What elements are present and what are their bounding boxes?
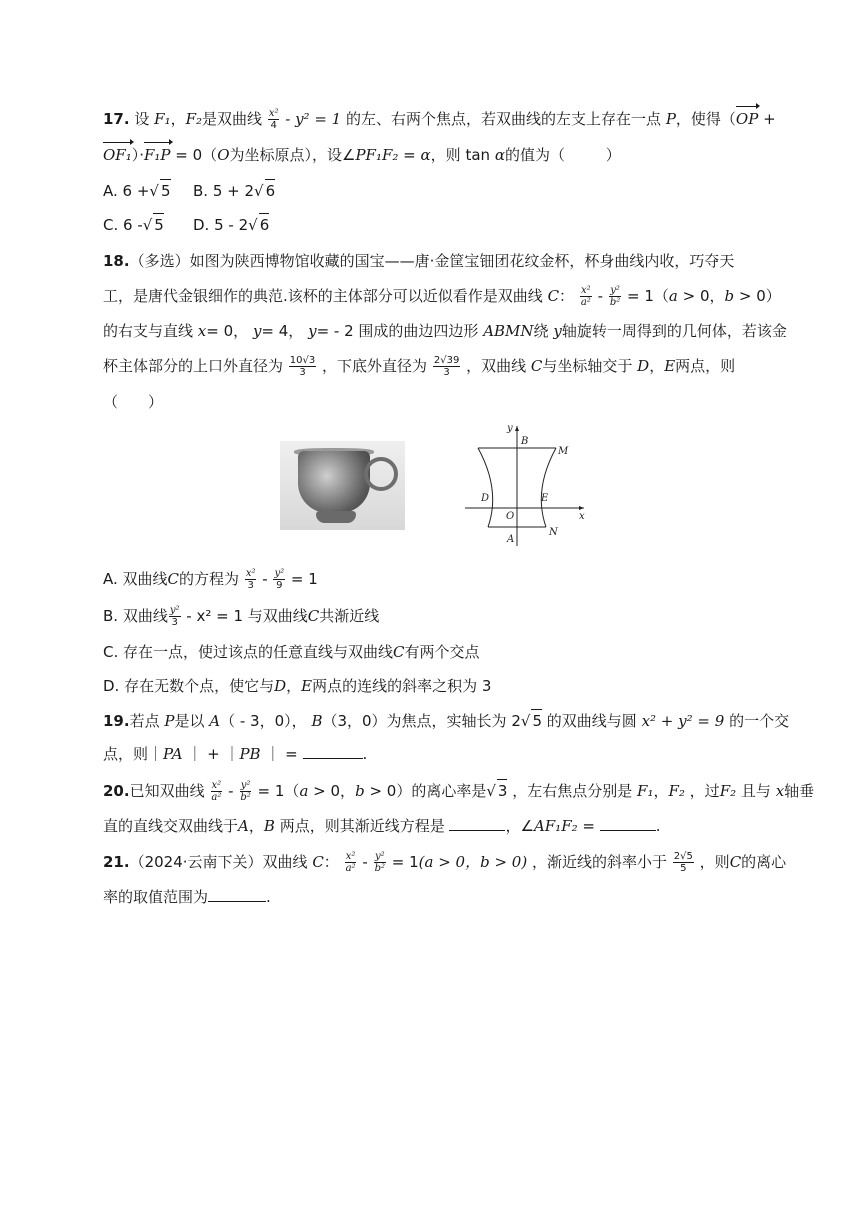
math-PF1F2: PF₁F₂ — [355, 146, 399, 164]
cup-body — [298, 451, 370, 513]
label-y: y — [507, 423, 513, 434]
numerator: y² — [240, 780, 251, 791]
math-y: y — [308, 322, 317, 340]
q20-line1: 20.已知双曲线 $\frac{\text{x²}}{\text{a²}}$ - $\frac{\text{y²}}{\text{b²}}$ = 1（a > 0，b > 0）的离心率是√ 3 ，左右焦点分别是 F₁，F₂ ，过F₂ 且与 x轴垂 — [103, 780, 815, 803]
answer-blank[interactable] — [208, 887, 266, 902]
label-D: D — [481, 493, 490, 504]
text: ， — [286, 677, 302, 695]
q21-number: 21. — [103, 853, 130, 871]
math-alpha: α — [494, 146, 505, 164]
math-PB: PB — [239, 745, 261, 763]
text: ，过 — [689, 782, 720, 800]
fraction — [210, 780, 222, 803]
text: ，则 — [430, 146, 461, 164]
text: ，渐近线的斜率小于 — [531, 853, 667, 871]
sqrt-value: 3 — [497, 779, 508, 802]
text: ）· — [131, 146, 144, 164]
q19-line2 — [103, 743, 367, 765]
gold-cup-photo — [280, 441, 405, 530]
text: 轴垂 — [784, 782, 815, 800]
text: = 1 — [391, 853, 419, 871]
text: ， — [653, 782, 669, 800]
math-P: P — [164, 712, 175, 730]
numerator: x² — [245, 568, 256, 579]
text: ， — [170, 110, 186, 128]
text: ，使得（ — [675, 110, 736, 128]
numerator: 10√3 — [289, 355, 316, 366]
q17-option-c: C. 6 -√ 5 — [103, 213, 164, 236]
sqrt-value: 6 — [259, 213, 270, 236]
math-x: x — [197, 322, 207, 340]
option-label: A. 双曲线 — [103, 570, 168, 588]
denominator: 3 — [299, 367, 306, 378]
math-A: A — [238, 817, 249, 835]
text: ） — [148, 393, 164, 411]
option-label: B. 5 + 2 — [193, 182, 255, 200]
denominator: a² — [345, 863, 356, 874]
option-label: C. 存在一点，使过该点的任意直线与双曲线 — [103, 643, 394, 661]
q18-option-d — [103, 675, 491, 697]
text: = 0， — [206, 322, 249, 340]
math-b: b — [724, 287, 735, 305]
text: ，则 — [699, 853, 730, 871]
text: > 0， — [682, 287, 725, 305]
text: = 1 — [290, 570, 318, 588]
text: 点，则｜ — [103, 745, 164, 763]
text: = 0（ — [175, 146, 218, 164]
vector-OF1: OF₁ — [103, 146, 132, 164]
text: 的双曲线与圆 — [546, 712, 637, 730]
label-B: B — [521, 436, 529, 447]
math-P: P — [665, 110, 676, 128]
q19-number: 19. — [103, 712, 130, 730]
text: 率的取值范围为 — [103, 888, 209, 906]
cup-foot — [316, 511, 356, 523]
text: . — [655, 817, 661, 835]
numerator: x² — [345, 851, 356, 862]
text: = - 2 围成的曲边四边形 — [316, 322, 479, 340]
x-axis-arrow — [579, 506, 584, 510]
numerator: 2√5 — [673, 851, 693, 862]
text: 绕 — [533, 322, 549, 340]
text: - — [597, 287, 604, 305]
text: = 1（ — [627, 287, 669, 305]
math-AF1F2: AF₁F₂ — [533, 817, 578, 835]
q18-option-a — [103, 568, 318, 591]
math-F2: F₂ — [668, 782, 685, 800]
math-y: y — [252, 322, 262, 340]
label-E: E — [541, 493, 549, 504]
q20-line2 — [103, 815, 661, 837]
math-A: A — [209, 712, 221, 730]
text: 有两个交点 — [404, 643, 480, 661]
math-y: y — [553, 322, 562, 340]
text: 直的直线交双曲线于 — [103, 817, 239, 835]
denominator: b² — [609, 297, 621, 308]
math-x: x — [775, 782, 785, 800]
cup-handle — [364, 457, 398, 491]
sqrt-value: 5 — [531, 709, 542, 732]
text: ： — [323, 853, 339, 871]
math-C: C — [167, 570, 180, 588]
text: = 1（ — [257, 782, 300, 800]
text: ， — [248, 817, 264, 835]
option-label: A. 6 + — [103, 182, 150, 200]
text: 工，是唐代金银细作的典范.该杯的主体部分可以近似看作是双曲线 — [103, 287, 543, 305]
fraction — [433, 355, 460, 378]
vector-F1P: F₁P — [144, 146, 171, 164]
denominator: 9 — [276, 580, 283, 591]
text: ，双曲线 — [466, 357, 527, 375]
text: 已知双曲线 — [129, 782, 205, 800]
math-b: b — [355, 782, 365, 800]
label-A: A — [507, 534, 515, 545]
option-label: C. 6 - — [103, 216, 143, 234]
text: 的值为（ — [504, 146, 565, 164]
sqrt-value: 5 — [160, 179, 171, 202]
answer-blank[interactable] — [303, 744, 363, 759]
fraction — [345, 851, 357, 874]
text: 且与 — [740, 782, 771, 800]
text: - — [262, 570, 268, 588]
denominator: 3 — [171, 617, 178, 628]
text: . — [362, 745, 368, 763]
q17-line1 — [103, 108, 776, 131]
text: ｜ + ｜ — [187, 745, 240, 763]
option-label: D. 存在无数个点，使它与 — [103, 677, 275, 695]
fraction — [268, 108, 280, 131]
fraction — [580, 285, 592, 308]
text: = — [582, 817, 595, 835]
text: > 0）的离心率是 — [369, 782, 487, 800]
fraction — [609, 285, 621, 308]
math-C: C — [393, 643, 405, 661]
q18-line5 — [103, 391, 163, 413]
math-circle-equation: x² + y² = 9 — [641, 712, 725, 730]
math-F1: F₁ — [154, 110, 171, 128]
numerator: x² — [268, 108, 279, 119]
math-E: E — [301, 677, 313, 695]
left-branch — [478, 448, 493, 527]
text: + — [758, 110, 776, 128]
text: > 0， — [313, 782, 356, 800]
label-O: O — [506, 511, 515, 522]
text: 的一个交 — [729, 712, 790, 730]
text: 为坐标原点），设∠ — [229, 146, 356, 164]
math-F2: F₂ — [185, 110, 203, 128]
numerator: x² — [211, 780, 222, 791]
text: 的离心 — [741, 853, 787, 871]
denominator: 4 — [270, 120, 277, 131]
text: （3，0）为焦点，实轴长为 2 — [322, 712, 521, 730]
text: . — [266, 888, 271, 906]
fraction — [239, 780, 251, 803]
q19-line1: 19.若点 P是以 A（ - 3，0）， B（3，0）为焦点，实轴长为 2√ 5 的双曲线与圆 x² + y² = 9 的一个交 — [103, 709, 789, 732]
denominator: b² — [240, 792, 251, 803]
text: ， — [649, 357, 665, 375]
text: 若点 — [129, 712, 160, 730]
text: ） — [605, 146, 621, 164]
denominator: a² — [580, 297, 591, 308]
numerator: y² — [274, 568, 285, 579]
math-E: E — [664, 357, 676, 375]
text: 设 — [134, 110, 150, 128]
q18-line4 — [103, 355, 735, 378]
denominator: 5 — [680, 863, 687, 874]
math-C: C — [312, 853, 324, 871]
q18-line2 — [103, 285, 781, 308]
numerator: x² — [581, 285, 591, 296]
q17-option-d: D. 5 - 2√ 6 — [193, 213, 269, 236]
math-B: B — [311, 712, 323, 730]
text: 轴旋转一周得到的几何体，若该金 — [561, 322, 787, 340]
q20-number: 20. — [103, 782, 130, 800]
math-condition: (a > 0，b > 0) — [418, 853, 528, 871]
text: ： — [559, 287, 575, 305]
math-a: a — [668, 287, 678, 305]
text: 的方程为 — [179, 570, 240, 588]
text: = — [403, 146, 416, 164]
text: （ — [103, 393, 119, 411]
fraction — [169, 605, 181, 628]
q17-option-a: A. 6 +√ 5 — [103, 179, 171, 202]
math-O: O — [217, 146, 230, 164]
math-equation: - y² = 1 — [285, 110, 342, 128]
q18-line1 — [103, 250, 734, 272]
option-label: D. 5 - 2 — [193, 216, 249, 234]
denominator: b² — [374, 863, 385, 874]
math-D: D — [637, 357, 650, 375]
text: - x² = 1 与双曲线 — [186, 607, 308, 625]
text: （2024·云南下关）双曲线 — [129, 853, 308, 871]
q17-option-b: B. 5 + 2√ 6 — [193, 179, 275, 202]
denominator: 3 — [443, 367, 450, 378]
text: - — [362, 853, 368, 871]
numerator: y² — [374, 851, 385, 862]
text: 的右支与直线 — [103, 322, 194, 340]
vector-OP: OP — [735, 110, 759, 128]
math-alpha: α — [420, 146, 431, 164]
text: 两点的连线的斜率之积为 3 — [312, 677, 492, 695]
math-C: C — [547, 287, 560, 305]
sqrt-value: 6 — [265, 179, 276, 202]
math-B: B — [263, 817, 275, 835]
math-F1: F₁ — [637, 782, 654, 800]
fraction — [673, 851, 694, 874]
q18-option-b — [103, 605, 379, 628]
text: > 0） — [738, 287, 781, 305]
text: 共渐近线 — [319, 607, 380, 625]
q18-number: 18. — [103, 252, 130, 270]
fraction — [374, 851, 386, 874]
text: ，∠ — [505, 817, 534, 835]
text: ｜ = — [265, 745, 298, 763]
text: 杯主体部分的上口外直径为 — [103, 357, 284, 375]
math-C: C — [729, 853, 742, 871]
answer-blank[interactable] — [449, 816, 505, 831]
text: 与坐标轴交于 — [542, 357, 633, 375]
right-branch — [541, 448, 556, 527]
label-x: x — [579, 511, 585, 522]
text: - — [228, 782, 234, 800]
text: 两点，则其渐近线方程是 — [279, 817, 445, 835]
denominator: 3 — [247, 580, 254, 591]
numerator: y² — [610, 285, 620, 296]
sqrt-value: 5 — [153, 213, 164, 236]
fraction — [289, 355, 316, 378]
text: = 4， — [261, 322, 304, 340]
math-C: C — [530, 357, 543, 375]
fraction — [273, 568, 285, 591]
answer-blank[interactable] — [600, 816, 656, 831]
q21-line1 — [103, 851, 786, 874]
y-axis-arrow — [515, 426, 519, 431]
numerator: y² — [169, 605, 180, 616]
text: （ - 3，0）， — [220, 712, 307, 730]
math-PA: PA — [163, 745, 183, 763]
text: （多选）如图为陕西博物馆收藏的国宝——唐·金筐宝钿团花纹金杯，杯身曲线内收，巧夺天 — [129, 252, 735, 270]
fraction — [245, 568, 257, 591]
text: 是双曲线 — [202, 110, 263, 128]
text: 的左、右两个焦点，若双曲线的左支上存在一点 — [346, 110, 662, 128]
math-tan: tan — [465, 146, 491, 164]
q21-line2 — [103, 886, 271, 908]
option-label: B. 双曲线 — [103, 607, 168, 625]
q17-line2 — [103, 144, 621, 166]
math-D: D — [274, 677, 287, 695]
numerator: 2√39 — [433, 355, 460, 366]
hyperbola-diagram — [460, 422, 590, 550]
text: ，下底外直径为 — [322, 357, 428, 375]
text: 是以 — [174, 712, 205, 730]
text: 两点，则 — [675, 357, 736, 375]
label-N: N — [549, 527, 558, 538]
q18-line3 — [103, 320, 787, 342]
denominator: a² — [211, 792, 222, 803]
text: ，左右焦点分别是 — [512, 782, 633, 800]
q18-option-c — [103, 641, 480, 663]
math-a: a — [299, 782, 309, 800]
math-ABMN: ABMN — [483, 322, 534, 340]
q17-number: 17. — [103, 110, 130, 128]
math-F2: F₂ — [719, 782, 737, 800]
math-C: C — [307, 607, 320, 625]
label-M: M — [558, 446, 569, 457]
